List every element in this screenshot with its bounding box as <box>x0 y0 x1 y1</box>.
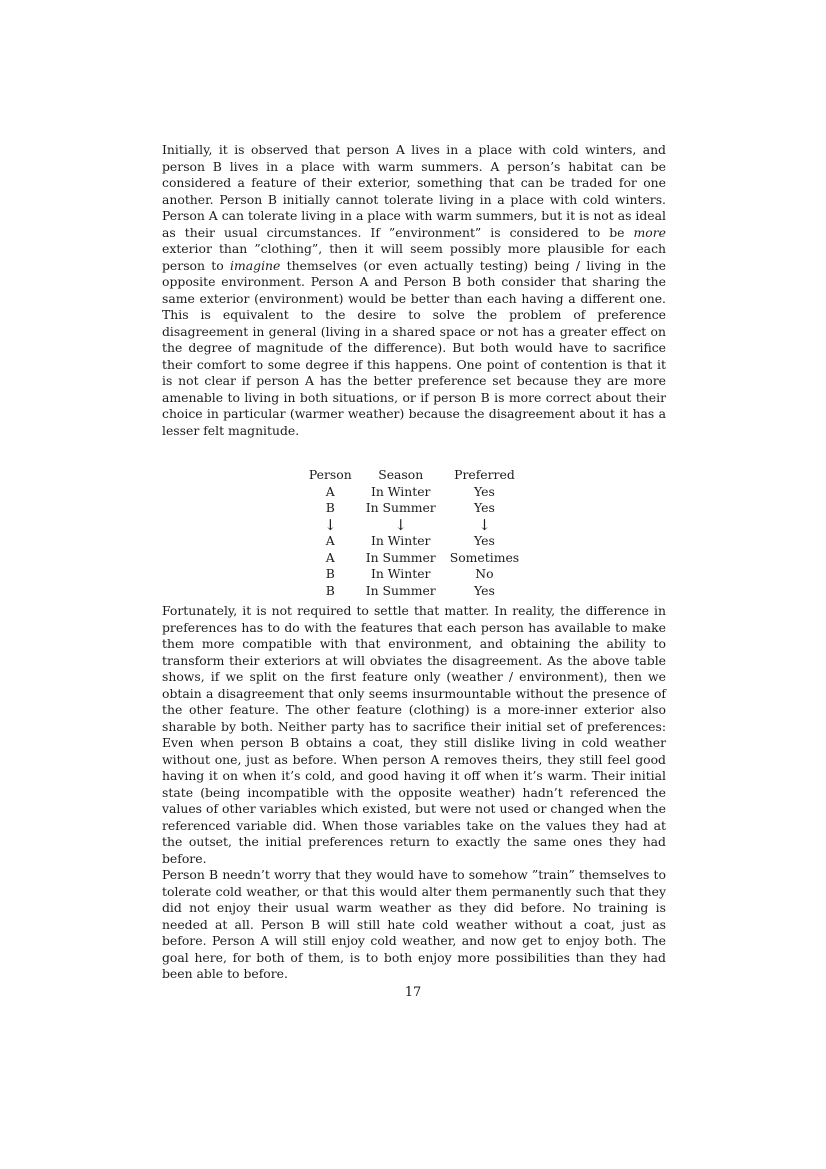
down-arrow-icon: ↓ <box>478 515 491 534</box>
header-person: Person <box>308 467 352 482</box>
table-row-arrows <box>302 517 526 534</box>
cell-season: In Summer <box>365 500 436 515</box>
cell-season: In Summer <box>365 549 436 565</box>
header-season: Season <box>378 467 424 482</box>
table-row <box>302 500 526 517</box>
table-header-row <box>302 467 526 484</box>
cell-person: A <box>325 533 335 548</box>
body-text <box>162 142 666 983</box>
emphasis-more: more <box>633 224 666 240</box>
paragraph-3: Person B needn’t worry that they would have to somehow ”train” themselves to tolerate cold weather, or that this would alter them permanently such that they did not enjoy their usual warm weather as they did before. No training is needed at all. Person B will still hate cold weather without a coat, just as before. Person A will still enjoy cold weather, and now get to enjoy both. The goal here, for both of them, is to both enjoy more possibilities than they had been able to before. <box>162 867 666 981</box>
table-row <box>302 484 526 501</box>
paragraph-2: Fortunately, it is not required to settle that matter. In reality, the difference in preferences has to do with the features that each person has available to make them more compatible with that environment, and obtaining the ability to transform their exteriors at will obviates the disagreement. As the above table shows, if we split on the first feature only (weather / environment), then we obtain a disagreement that only seems insurmountable without the presence of the other feature. The other feature (clothing) is a more-inner exterior also sharable by both. Neither party has to sacrifice their initial set of preferences: Even when person B obtains a coat, they still dislike living in cold weather without one, just as before. When person A removes theirs, they still feel good having it on when it’s cold, and good having it off when it’s warm. Their initial state (being incompatible with the opposite weather) hadn’t referenced the values of other variables which existed, but were not used or changed when the referenced variable did. When those variables take on the values they had at the outset, the initial preferences return to exactly the same ones they had before. <box>162 603 666 866</box>
cell-person: B <box>325 566 335 581</box>
cell-preferred: Sometimes <box>449 549 520 565</box>
cell-person: A <box>325 483 335 499</box>
cell-season: In Summer <box>365 582 436 598</box>
down-arrow-icon: ↓ <box>323 515 337 534</box>
cell-season: In Winter <box>370 483 431 499</box>
table-row <box>302 583 526 600</box>
cell-person: A <box>325 549 335 565</box>
cell-preferred: Yes <box>474 483 495 499</box>
cell-season: In Winter <box>370 566 431 581</box>
paragraph-1: Initially, it is observed that person A lives in a place with cold winters, and person B lives in a place with warm summers. A person’s habitat can be considered a feature of their exterior, something that can be traded for one another. Person B initially cannot tolerate living in a place with cold winters. Person A can tolerate living in a place with warm summers, but it is not as ideal as their usual circumstances. If ”environment” is considered to be more exterior than ”clothing”, then it will seem possibly more plausible for each person to imagine themselves (or even actually testing) being / living in the opposite environment. Person A and Person B both consider that sharing the same exterior (environment) would be better than each having a different one. This is equivalent to the desire to solve the problem of preference disagreement in general (living in a shared space or not has a greater effect on the degree of magnitude of the difference). But both would have to sacrifice their comfort to some degree if this happens. One point of contention is that it is not clear if person A has the better preference set because they are more amenable to living in both situations, or if person B is more correct about their choice in particular (warmer weather) because the disagreement about it has a lesser felt magnitude. <box>162 142 666 438</box>
cell-person: B <box>325 582 335 598</box>
header-preferred: Preferred <box>454 467 515 482</box>
preference-table <box>302 467 526 599</box>
table-row <box>302 566 526 583</box>
down-arrow-icon: ↓ <box>394 515 407 534</box>
cell-preferred: No <box>475 566 494 581</box>
cell-person: B <box>325 500 335 515</box>
emphasis-imagine: imagine <box>230 257 281 273</box>
table-row <box>302 550 526 567</box>
cell-season: In Winter <box>370 533 431 548</box>
page-number: 17 <box>404 985 422 1000</box>
table-row <box>302 533 526 550</box>
cell-preferred: Yes <box>474 582 495 598</box>
cell-preferred: Yes <box>474 533 495 548</box>
cell-preferred: Yes <box>474 500 495 515</box>
